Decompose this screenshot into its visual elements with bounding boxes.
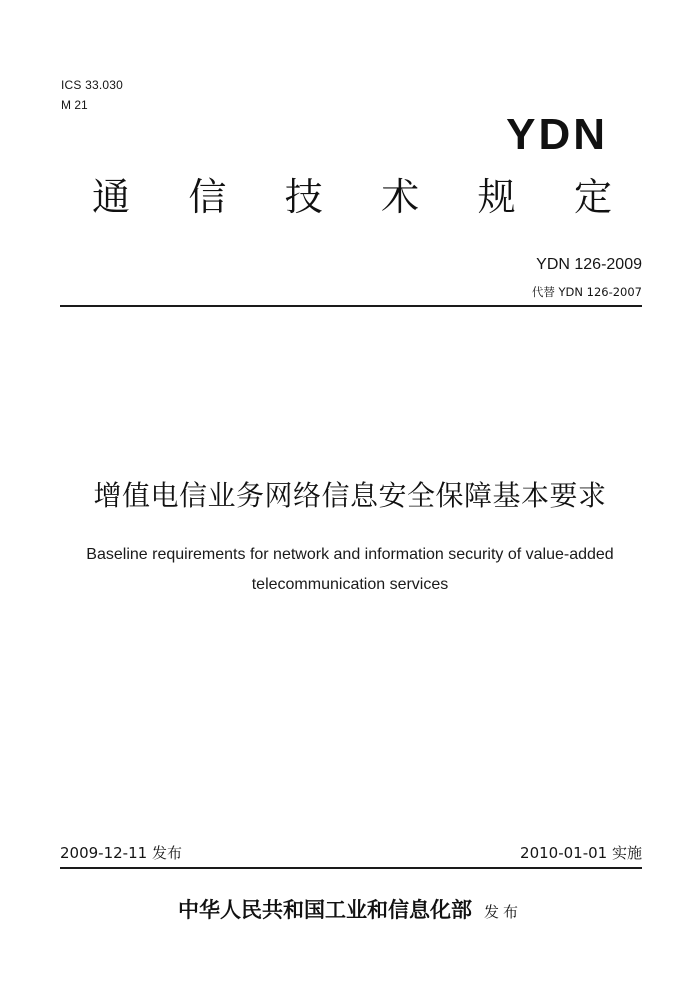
replaces-note: 代替 YDN 126-2007 — [531, 285, 642, 299]
english-title-line-1: Baseline requirements for network and information security of value-added — [86, 546, 614, 563]
publisher-name: 中华人民共和国工业和信息化部 — [177, 897, 472, 922]
ics-code: ICS 33.030 — [61, 78, 124, 92]
bottom-divider — [60, 867, 642, 869]
document-title-chinese: 增值电信业务网络信息安全保障基本要求 — [93, 479, 607, 512]
series-title-char: 规 — [477, 175, 516, 219]
series-title-char: 技 — [284, 175, 323, 219]
series-title-char: 通 — [92, 175, 131, 219]
series-title-char: 信 — [188, 175, 227, 219]
implementation-date: 2010-01-01 实施 — [520, 844, 642, 862]
issue-date: 2009-12-11 发布 — [60, 844, 182, 862]
series-title — [92, 172, 612, 222]
top-divider — [60, 305, 642, 307]
brand-mark: YDN — [506, 110, 608, 159]
english-title-line-2: telecommunication services — [251, 576, 449, 593]
category-code: M 21 — [61, 98, 88, 112]
series-title-char: 术 — [381, 175, 420, 219]
publisher-line — [0, 895, 700, 927]
document-title-english — [40, 540, 660, 600]
publisher-action: 发布 — [483, 903, 522, 921]
standard-number: YDN 126-2009 — [536, 256, 642, 273]
series-title-char: 定 — [573, 175, 612, 219]
